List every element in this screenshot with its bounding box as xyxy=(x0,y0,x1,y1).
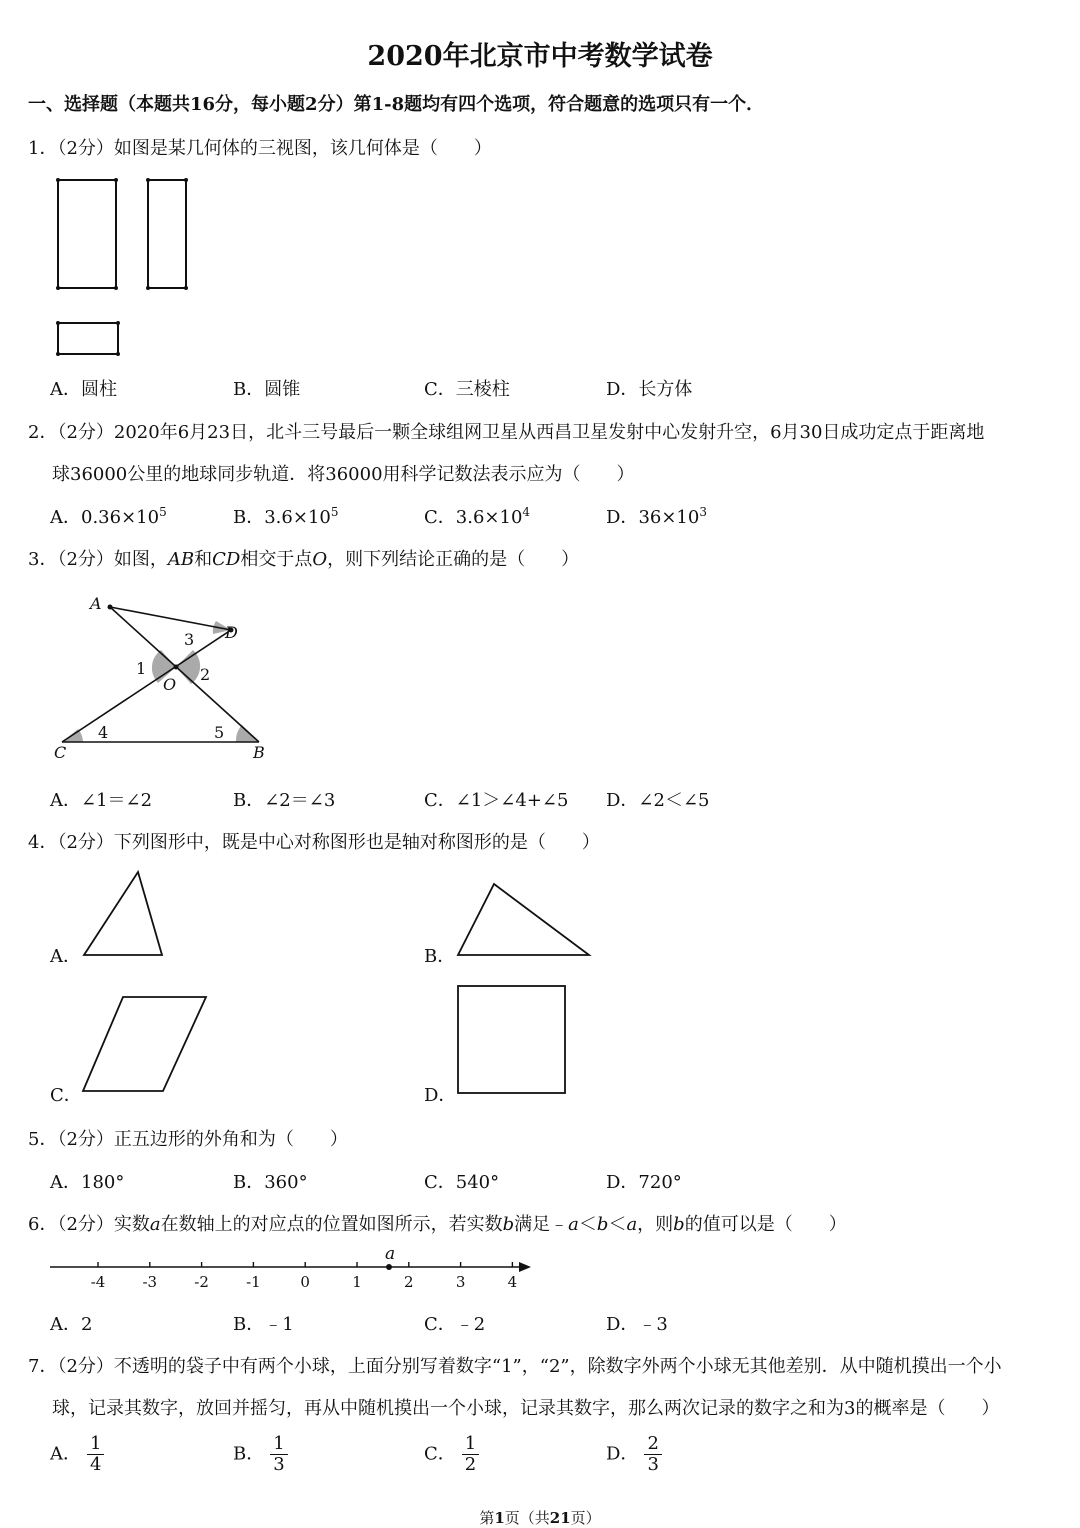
front-view-rect xyxy=(58,180,116,288)
tick-label: -3 xyxy=(142,1273,158,1291)
question-4-stem: 4．（2分）下列图形中，既是中心对称图形也是轴对称图形的是（ ） xyxy=(28,832,600,853)
label-c: C xyxy=(54,743,67,762)
q1-option-c: C．三棱柱 xyxy=(424,379,510,400)
parallelogram-figure xyxy=(78,990,213,1096)
q6-option-c: C．﹣2 xyxy=(424,1314,486,1335)
square-figure xyxy=(452,980,572,1098)
top-view-rect xyxy=(58,323,118,354)
angle-2-arc xyxy=(176,650,200,684)
q3-option-b: B．∠2＝∠3 xyxy=(233,790,336,811)
fraction: $\frac{1}{2}$ xyxy=(462,1434,479,1475)
label-angle-4: 4 xyxy=(98,723,109,742)
question-7-stem-line1: 7．（2分）不透明的袋子中有两个小球，上面分别写着数字“1”，“2”，除数字外两个小球无其他差别．从中随机摸出一个小 xyxy=(28,1356,1002,1377)
question-6-stem: 6．（2分）实数a在数轴上的对应点的位置如图所示，若实数b满足﹣a＜b＜a，则b的值可以是（ ） xyxy=(28,1214,847,1235)
q6-option-d: D．﹣3 xyxy=(606,1314,668,1335)
label-angle-3: 3 xyxy=(184,630,195,649)
tick-label: -4 xyxy=(90,1273,106,1291)
q3-option-c: C．∠1＞∠4+∠5 xyxy=(424,790,569,811)
tick-label: 0 xyxy=(300,1273,310,1291)
q7-option-c: C． $\frac{1}{2}$ xyxy=(424,1434,479,1475)
tick-label: 4 xyxy=(507,1273,518,1291)
label-b: B xyxy=(253,743,265,762)
page-footer: 第1页（共21页） xyxy=(479,1509,601,1527)
question-3-stem: 3．（2分）如图，AB和CD相交于点O，则下列结论正确的是（ ） xyxy=(28,549,580,570)
q6-option-b: B．﹣1 xyxy=(233,1314,294,1335)
fraction: $\frac{1}{4}$ xyxy=(87,1434,104,1475)
q7-option-b: B． $\frac{1}{3}$ xyxy=(233,1434,288,1475)
q5-option-b: B．360° xyxy=(233,1172,308,1193)
tick-label: -2 xyxy=(194,1273,209,1291)
page-title: 2020年北京市中考数学试卷 xyxy=(367,41,713,72)
q4-option-d: D． xyxy=(424,1085,457,1106)
segment-cd xyxy=(62,630,231,742)
number-line-arrow xyxy=(519,1262,531,1272)
fraction: $\frac{1}{3}$ xyxy=(270,1434,287,1475)
obtuse-triangle-figure xyxy=(452,878,597,962)
tick-label: -1 xyxy=(246,1273,261,1291)
intersecting-lines-figure xyxy=(50,590,280,770)
fraction: $\frac{2}{3}$ xyxy=(644,1434,661,1475)
label-o: O xyxy=(163,675,177,694)
side-view-rect xyxy=(148,180,186,288)
q5-option-c: C．540° xyxy=(424,1172,500,1193)
q3-option-d: D．∠2＜∠5 xyxy=(606,790,710,811)
acute-triangle-figure xyxy=(78,865,173,961)
point-a-dot xyxy=(386,1264,392,1270)
q2-option-c: C．$3.6\times 10^4$ xyxy=(424,505,531,528)
question-1-stem: 1．（2分）如图是某几何体的三视图，该几何体是（ ） xyxy=(28,138,492,159)
q7-option-d: D． $\frac{2}{3}$ xyxy=(606,1434,662,1475)
q1-option-b: B．圆锥 xyxy=(233,379,301,400)
q4-option-a: A． xyxy=(50,946,81,967)
q2-option-b: B．$3.6\times 10^5$ xyxy=(233,505,339,528)
question-2-stem-line1: 2．（2分）2020年6月23日，北斗三号最后一颗全球组网卫星从西昌卫星发射中心发射升空，6月30日成功定点于距离地 xyxy=(28,422,985,443)
q1-option-a: A．圆柱 xyxy=(50,379,117,400)
label-angle-2: 2 xyxy=(200,665,211,684)
tick-label: 3 xyxy=(455,1273,466,1291)
q4-option-b: B． xyxy=(424,946,456,967)
label-angle-1: 1 xyxy=(136,659,147,678)
q6-option-a: A．2 xyxy=(50,1314,93,1335)
tick-label: 1 xyxy=(352,1273,362,1291)
q1-option-d: D．长方体 xyxy=(606,379,693,400)
number-line-figure xyxy=(45,1242,540,1292)
question-2-stem-line2: 球36000公里的地球同步轨道．将36000用科学记数法表示应为（ ） xyxy=(52,464,635,485)
q5-option-d: D．720° xyxy=(606,1172,682,1193)
q2-option-d: D．$36\times 10^3$ xyxy=(606,505,707,528)
three-view-figure xyxy=(50,172,200,362)
q5-option-a: A．180° xyxy=(50,1172,125,1193)
tick-label: 2 xyxy=(404,1273,414,1291)
q7-option-a: A． $\frac{1}{4}$ xyxy=(50,1434,104,1475)
point-a-label: a xyxy=(385,1244,396,1264)
label-d: D xyxy=(225,623,238,642)
label-angle-5: 5 xyxy=(214,723,225,742)
q2-option-a: A．$0.36\times 10^5$ xyxy=(50,505,167,528)
q4-option-c: C． xyxy=(50,1085,82,1106)
q3-option-a: A．∠1＝∠2 xyxy=(50,790,153,811)
question-7-stem-line2: 球，记录其数字，放回并摇匀，再从中随机摸出一个小球，记录其数字，那么两次记录的数字之和为3的概率是（ ） xyxy=(52,1398,1000,1419)
section-heading: 一、选择题（本题共16分，每小题2分）第1-8题均有四个选项，符合题意的选项只有一个． xyxy=(28,94,765,115)
question-5-stem: 5．（2分）正五边形的外角和为（ ） xyxy=(28,1129,348,1150)
label-a: A xyxy=(90,594,102,613)
segment-ad xyxy=(110,607,231,630)
